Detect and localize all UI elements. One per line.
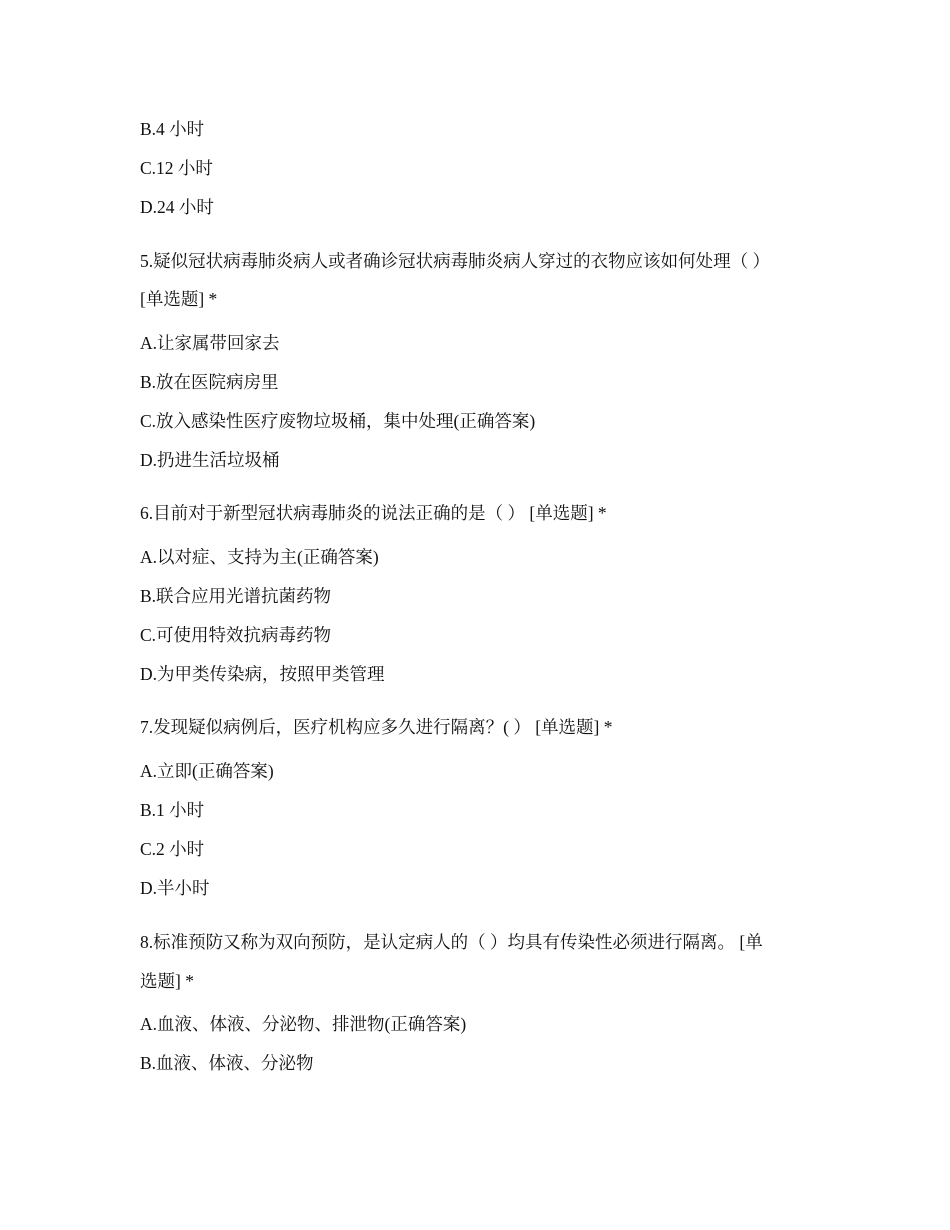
option-q6-d: D.为甲类传染病，按照甲类管理 (140, 664, 385, 684)
option-q7-c: C.2 小时 (140, 839, 205, 859)
option-q4-c: C.12 小时 (140, 158, 213, 178)
option-q5-c: C.放入感染性医疗废物垃圾桶，集中处理(正确答案) (140, 411, 536, 431)
question-6-title: 6.目前对于新型冠状病毒肺炎的说法正确的是（ ） [单选题] * (140, 503, 607, 523)
option-q7-d: D.半小时 (140, 878, 210, 898)
option-q4-d: D.24 小时 (140, 197, 214, 217)
question-7-title: 7.发现疑似病例后，医疗机构应多久进行隔离？( ） [单选题] * (140, 717, 613, 737)
option-q5-b: B.放在医院病房里 (140, 372, 279, 392)
option-q6-b: B.联合应用光谱抗菌药物 (140, 586, 332, 606)
option-q8-a: A.血液、体液、分泌物、排泄物(正确答案) (140, 1014, 467, 1034)
question-5-title: 5.疑似冠状病毒肺炎病人或者确诊冠状病毒肺炎病人穿过的衣物应该如何处理（ ） (140, 251, 770, 271)
option-q7-a: A.立即(正确答案) (140, 761, 274, 781)
option-q5-d: D.扔进生活垃圾桶 (140, 450, 280, 470)
question-8-type: 选题] * (140, 971, 194, 991)
option-q6-c: C.可使用特效抗病毒药物 (140, 625, 332, 645)
question-5-type: [单选题] * (140, 289, 218, 309)
option-q4-b: B.4 小时 (140, 119, 205, 139)
option-q5-a: A.让家属带回家去 (140, 333, 280, 353)
option-q8-b: B.血液、体液、分泌物 (140, 1053, 314, 1073)
option-q6-a: A.以对症、支持为主(正确答案) (140, 547, 379, 567)
question-8-title: 8.标准预防又称为双向预防，是认定病人的（ ）均具有传染性必须进行隔离。 [单 (140, 932, 763, 952)
option-q7-b: B.1 小时 (140, 800, 205, 820)
